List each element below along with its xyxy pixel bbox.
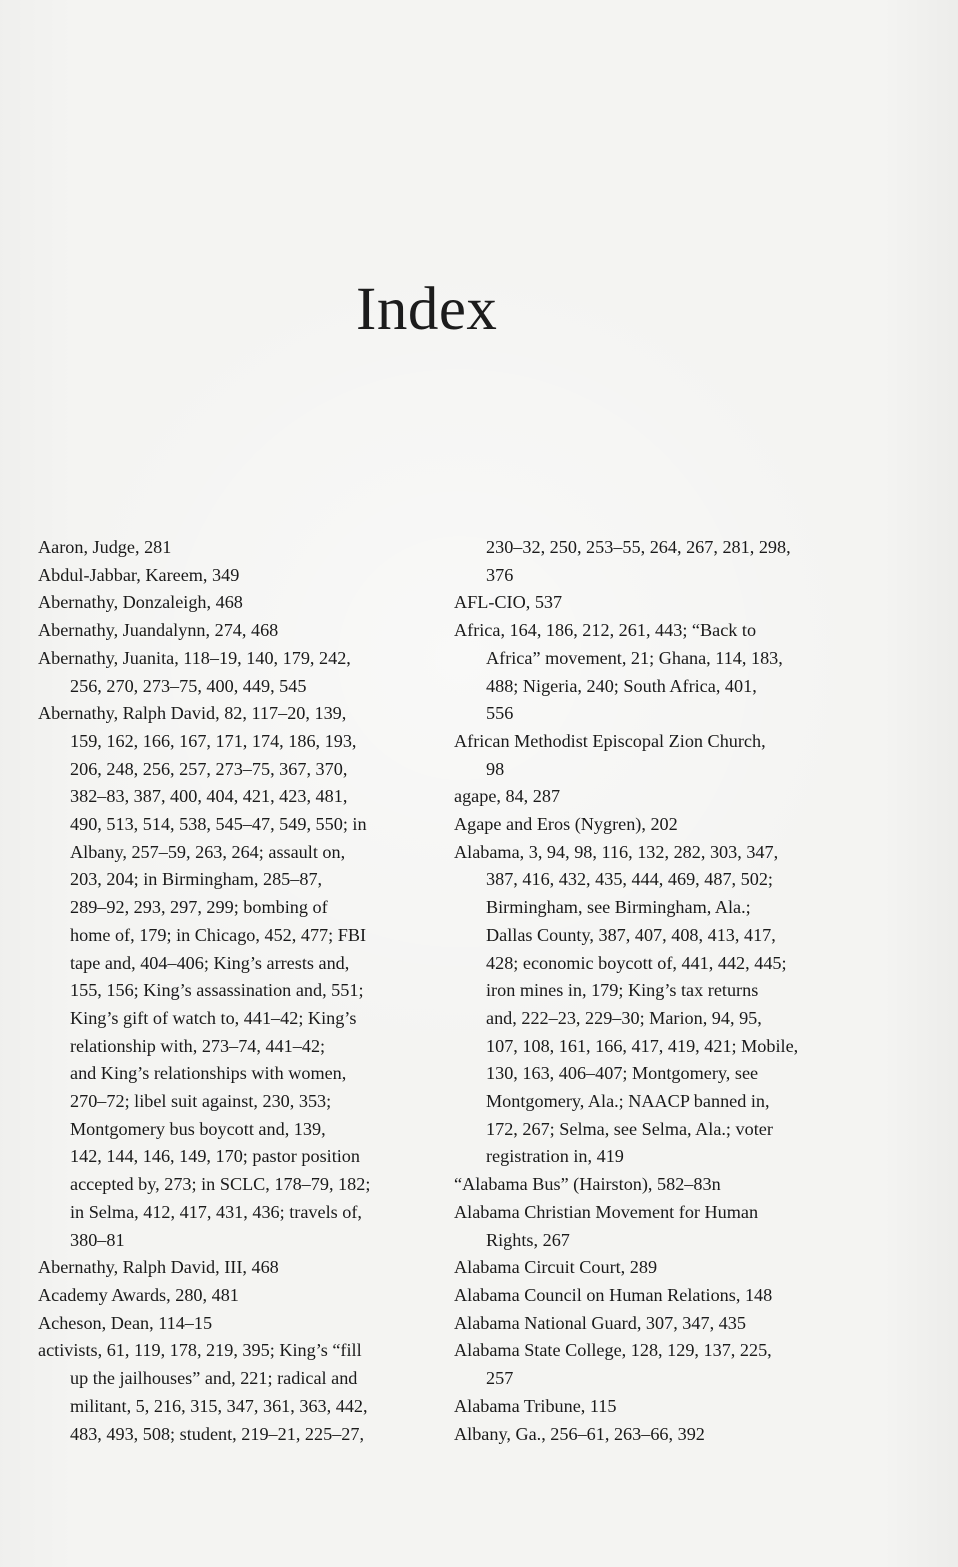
right-index-column	[454, 534, 862, 1448]
index-entry: agape, 84, 287	[454, 786, 561, 807]
index-entry: Alabama, 3, 94, 98, 116, 132, 282, 303, 347, 387, 416, 432, 435, 444, 469, 487, 502; Birmingham, see Birmingham, Ala.; Dallas County, 387, 407, 408, 413, 417, 428; economic boycott of, 441, 442, 445; iron mines in, 179; King’s tax returns and, 222–23, 229–30; Marion, 94, 95, 107, 108, 161, 166, 417, 419, 421; Mobile, 130, 163, 406–407; Montgomery, see Montgomery, Ala.; NAACP banned in, 172, 267; Selma, see Selma, Ala.; voter registration in, 419	[454, 841, 799, 1167]
index-entry: Abdul-Jabbar, Kareem, 349	[38, 564, 240, 585]
index-entry: activists, 61, 119, 178, 219, 395; King’s “fill up the jailhouses” and, 221; radical and militant, 5, 216, 315, 347, 361, 363, 442, 483, 493, 508; student, 219–21, 225–27,	[38, 1340, 368, 1444]
index-entry: Aaron, Judge, 281	[38, 537, 172, 557]
index-entry: Alabama Christian Movement for Human Rights, 267	[454, 1201, 759, 1250]
index-entry: Alabama National Guard, 307, 347, 435	[454, 1312, 746, 1333]
index-entry: Alabama Tribune, 115	[454, 1395, 617, 1416]
index-entry: Abernathy, Donzaleigh, 468	[38, 592, 243, 613]
index-entry: African Methodist Episcopal Zion Church, 98	[454, 730, 766, 779]
index-entry: Acheson, Dean, 114–15	[38, 1312, 213, 1333]
index-entry: Agape and Eros (Nygren), 202	[454, 814, 678, 835]
index-entry: Alabama Council on Human Relations, 148	[454, 1284, 773, 1305]
index-entry: Albany, Ga., 256–61, 263–66, 392	[454, 1423, 705, 1444]
index-entry: “Alabama Bus” (Hairston), 582–83n	[454, 1174, 721, 1195]
index-entry: Alabama Circuit Court, 289	[454, 1257, 658, 1278]
index-entry: Abernathy, Juandalynn, 274, 468	[38, 620, 279, 641]
index-entry: Abernathy, Ralph David, 82, 117–20, 139, 159, 162, 166, 167, 171, 174, 186, 193, 206, 248, 256, 257, 273–75, 367, 370, 382–83, 387, 400, 404, 421, 423, 481, 490, 513, 514, 538, 545–47, 549, 550; in Albany, 257–59, 263, 264; assault on, 203, 204; in Birmingham, 285–87, 289–92, 293, 297, 299; bombing of home of, 179; in Chicago, 452, 477; FBI tape and, 404–406; King’s arrests and, 155, 156; King’s assassination and, 551; King’s gift of watch to, 441–42; King’s relationship with, 273–74, 441–42; and King’s relationships with women, 270–72; libel suit against, 230, 353; Montgomery bus boycott and, 139, 142, 144, 146, 149, 170; pastor position accepted by, 273; in SCLC, 178–79, 182; in Selma, 412, 417, 431, 436; travels of, 380–81	[38, 703, 371, 1250]
index-entry: Alabama State College, 128, 129, 137, 225, 257	[454, 1340, 772, 1389]
index-entry: AFL-CIO, 537	[454, 592, 563, 613]
index-entry: Africa, 164, 186, 212, 261, 443; “Back to Africa” movement, 21; Ghana, 114, 183, 488; Nigeria, 240; South Africa, 401, 556	[454, 620, 783, 724]
index-entry: Abernathy, Ralph David, III, 468	[38, 1257, 279, 1278]
page-title: Index	[356, 276, 498, 343]
index-entry-continuation: 230–32, 250, 253–55, 264, 267, 281, 298, 376	[486, 537, 791, 585]
left-index-column	[38, 534, 438, 1448]
index-entry: Academy Awards, 280, 481	[38, 1284, 239, 1305]
index-entry: Abernathy, Juanita, 118–19, 140, 179, 242, 256, 270, 273–75, 400, 449, 545	[38, 647, 351, 696]
